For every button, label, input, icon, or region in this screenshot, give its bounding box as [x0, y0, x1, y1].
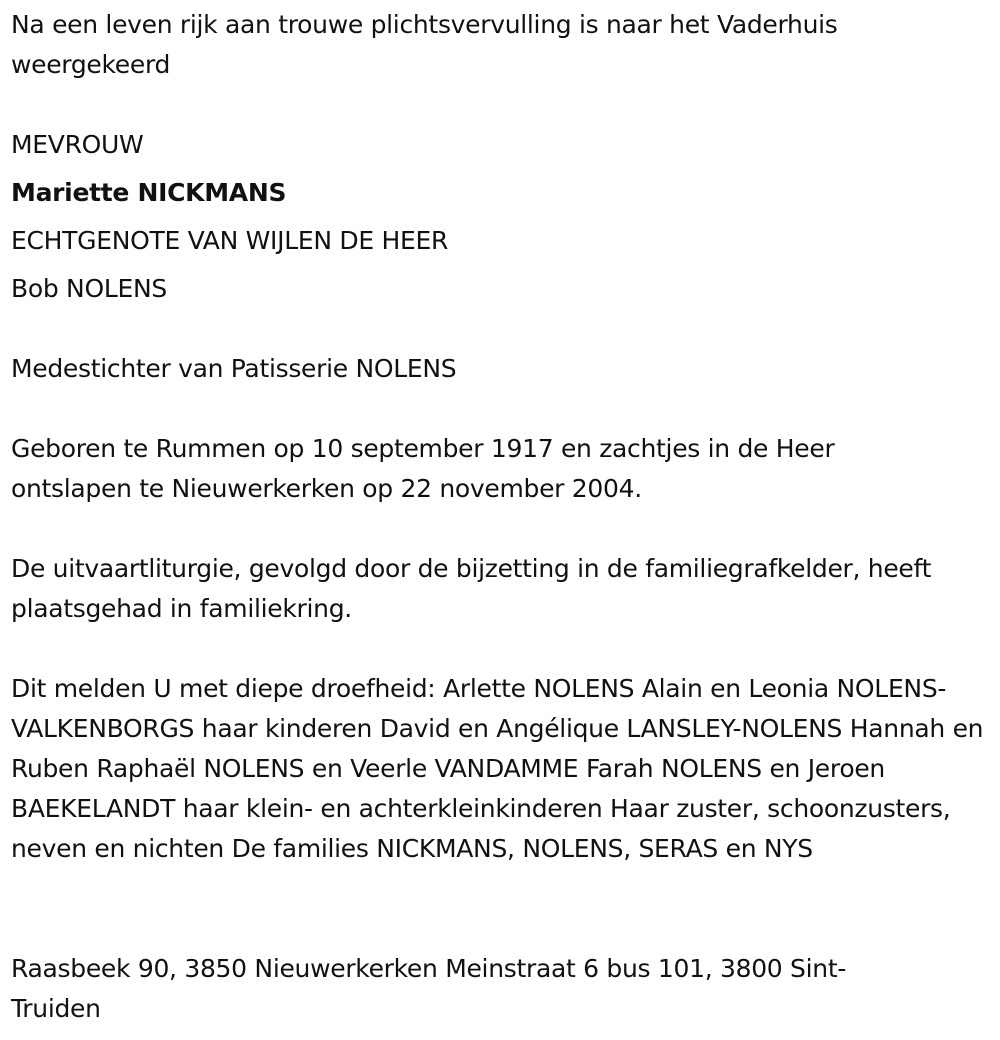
birth-death-dates: Geboren te Rummen op 10 september 1917 en zachtjes in de Heer ontslapen te Nieuwerkerken op 22 november 2004.: [11, 434, 835, 503]
role-text: Medestichter van Patisserie NOLENS: [11, 354, 457, 383]
funeral-info: De uitvaartliturgie, gevolgd door de bijzetting in de familiegrafkelder, heeft plaatsgehad in familiekring.: [11, 554, 932, 623]
family-announcement: Dit melden U met diepe droefheid: Arlette NOLENS Alain en Leonia NOLENS-VALKENBORGS haar kinderen David en Angélique LANSLEY-NOLENS Hannah en Ruben Raphaël NOLENS en Veerle VANDAMME Farah NOLENS en Jeroen BAEKELANDT haar klein- en achterkleinkinderen Haar zuster, schoonzusters, neven en nichten De families NICKMANS, NOLENS, SERAS en NYS: [11, 674, 984, 863]
intro-text: Na een leven rijk aan trouwe plichtsvervulling is naar het Vaderhuis weergekeerd: [11, 10, 838, 79]
spouse-name: Bob NOLENS: [11, 274, 167, 303]
spouse-label: ECHTGENOTE VAN WIJLEN DE HEER: [11, 226, 449, 255]
deceased-name: Mariette NICKMANS: [11, 178, 287, 207]
address: Raasbeek 90, 3850 Nieuwerkerken Meinstraat 6 bus 101, 3800 Sint-Truiden: [11, 954, 847, 1023]
honorific-title: MEVROUW: [11, 130, 144, 159]
